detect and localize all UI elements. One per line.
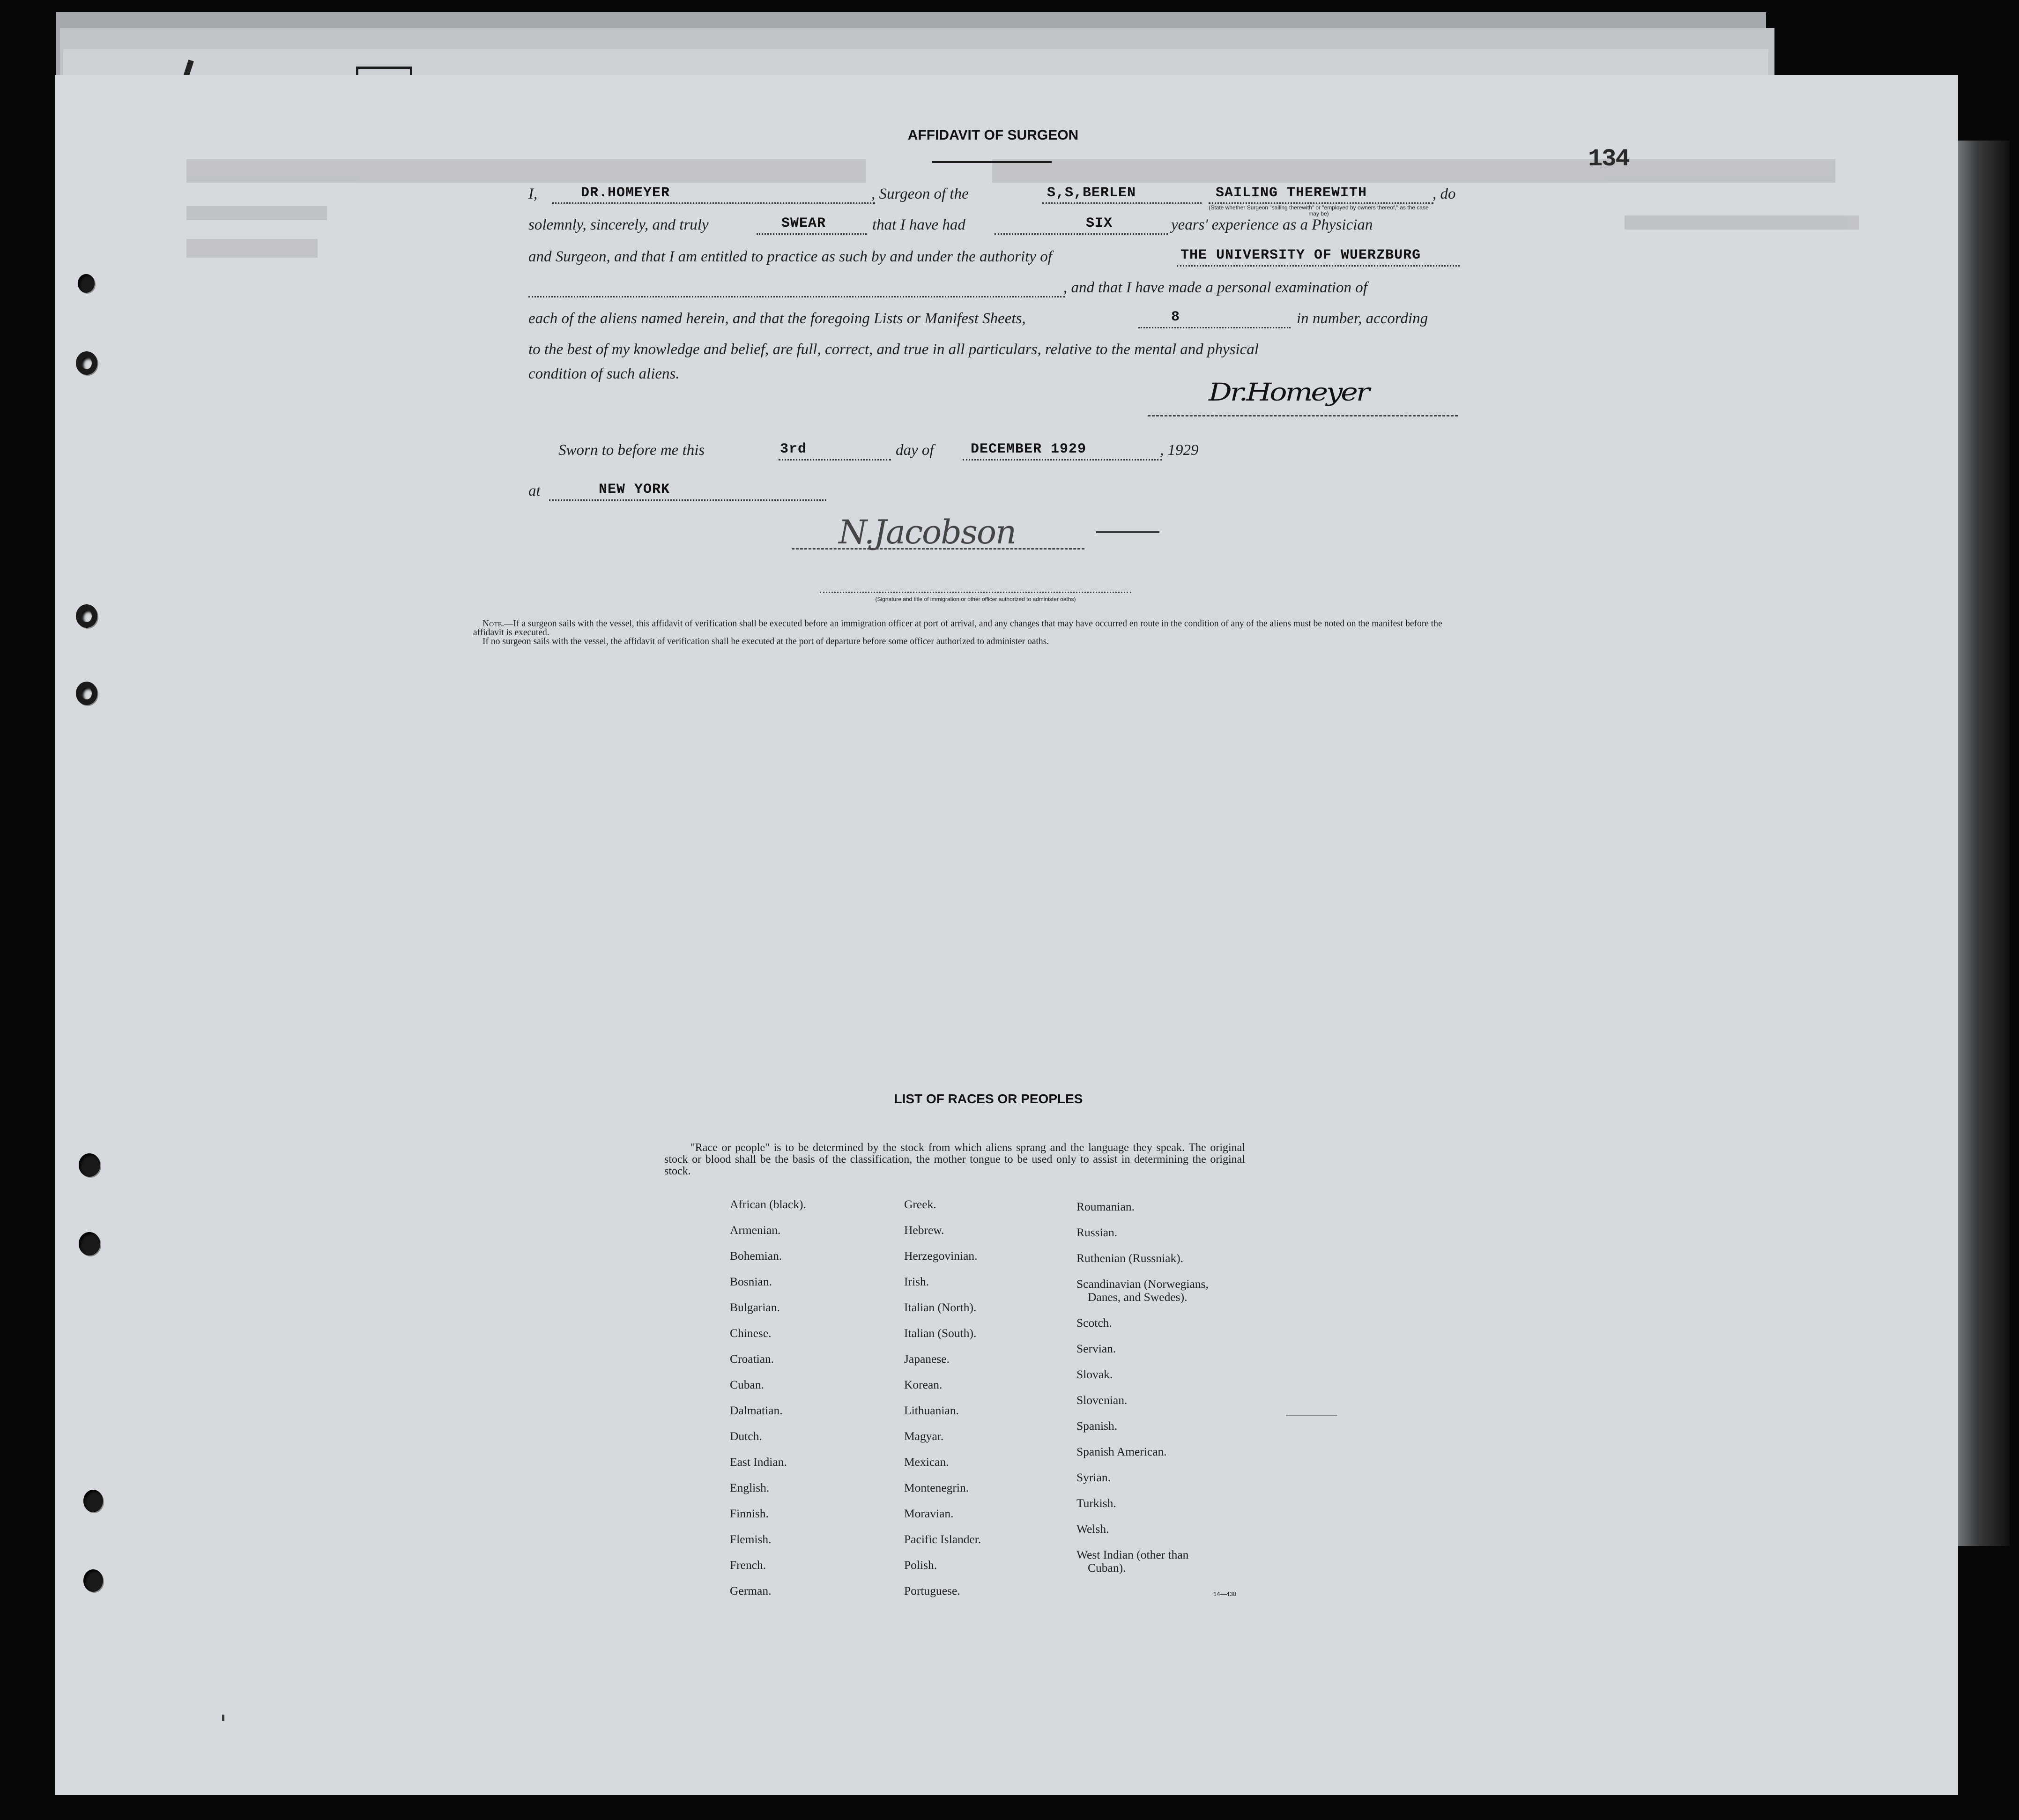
signature-line xyxy=(792,548,1084,550)
signature-line xyxy=(820,592,1131,593)
bleed-through xyxy=(126,145,1929,426)
race-item: Moravian. xyxy=(904,1507,954,1520)
binder-hole xyxy=(76,682,97,705)
sworn-prefix: Sworn to before me this xyxy=(558,442,705,459)
affidavit-line6: to the best of my knowledge and belief, are full, correct, and true in all particulars, relative to the mental and physical xyxy=(528,341,1259,358)
fill-line xyxy=(757,233,867,235)
affidavit-line4: , and that I have made a personal examination of xyxy=(1063,279,1367,296)
binder-hole xyxy=(76,604,97,628)
stray-mark xyxy=(222,1715,224,1721)
race-item: Flemish. xyxy=(730,1532,772,1546)
race-item: Cuban. xyxy=(730,1378,764,1391)
race-item: Greek. xyxy=(904,1197,936,1211)
race-item: Danes, and Swedes). xyxy=(1088,1290,1188,1304)
page-number: 134 xyxy=(1588,145,1629,173)
race-item: Bulgarian. xyxy=(730,1300,780,1314)
race-item: Finnish. xyxy=(730,1507,769,1520)
race-item: Croatian. xyxy=(730,1352,774,1366)
race-item: Chinese. xyxy=(730,1326,772,1340)
race-item: Scandinavian (Norwegians, xyxy=(1076,1277,1209,1291)
race-item: German. xyxy=(730,1584,772,1597)
fill-line xyxy=(1138,327,1291,328)
race-item: Italian (North). xyxy=(904,1300,977,1314)
race-item: Bosnian. xyxy=(730,1275,772,1288)
race-item: Welsh. xyxy=(1076,1522,1109,1536)
fill-line xyxy=(1042,202,1202,204)
officer-signature xyxy=(839,513,1016,551)
signature-flourish xyxy=(1096,531,1159,533)
binder-hole xyxy=(79,1153,100,1177)
form-code: 14—430 xyxy=(1213,1590,1237,1597)
race-item: Montenegrin. xyxy=(904,1481,969,1494)
race-item: Portuguese. xyxy=(904,1584,960,1597)
document-page xyxy=(55,75,1958,1795)
race-item: Armenian. xyxy=(730,1223,781,1237)
race-item: African (black). xyxy=(730,1197,806,1211)
race-item: English. xyxy=(730,1481,770,1494)
race-item: West Indian (other than xyxy=(1076,1548,1189,1561)
sworn-place: NEW YORK xyxy=(599,482,670,498)
affidavit-note xyxy=(473,619,1462,646)
officer-signature-text: N.Jacobson xyxy=(839,513,1016,551)
race-item: Korean. xyxy=(904,1378,943,1391)
races-intro: "Race or people" is to be determined by the stock from which aliens sprang and the language they speak. The original stock or blood shall be the basis of the classification, the mother tongue to be used only to assist in determining the original stock. xyxy=(664,1142,1245,1177)
affidavit-line2-mid: that I have had xyxy=(872,216,965,233)
fill-line xyxy=(1177,265,1460,267)
officer-caption: (Signature and title of immigration or other officer authorized to administer oaths) xyxy=(875,596,1076,602)
race-item: Hebrew. xyxy=(904,1223,944,1237)
sworn-mid: day of xyxy=(896,442,934,459)
race-item: French. xyxy=(730,1558,766,1572)
race-item: Mexican. xyxy=(904,1455,949,1469)
race-item: Bohemian. xyxy=(730,1249,782,1263)
fill-line xyxy=(963,459,1162,461)
affidavit-line2-prefix: solemnly, sincerely, and truly xyxy=(528,216,709,233)
race-item: East Indian. xyxy=(730,1455,787,1469)
manifest-sheet-count: 8 xyxy=(1171,309,1180,325)
race-item: Spanish. xyxy=(1076,1419,1118,1433)
surgeon-status: SAILING THEREWITH xyxy=(1216,185,1367,201)
sworn-day: 3rd xyxy=(780,441,807,457)
note-label: Note. xyxy=(482,619,505,629)
fill-line xyxy=(552,202,875,204)
status-hint: (State whether Surgeon "sailing therewith" or "employed by owners thereof," as the case may be) xyxy=(1209,204,1429,217)
race-item: Roumanian. xyxy=(1076,1200,1135,1213)
signature-line xyxy=(1148,415,1458,416)
binder-hole xyxy=(76,351,97,375)
licensing-authority: THE UNIVERSITY OF WUERZBURG xyxy=(1180,247,1421,263)
race-item: Magyar. xyxy=(904,1429,944,1443)
affidavit-line2-suffix: years' experience as a Physician xyxy=(1171,216,1373,233)
oath-word: SWEAR xyxy=(781,215,826,231)
affidavit-line5-prefix: each of the aliens named herein, and that the foregoing Lists or Manifest Sheets, xyxy=(528,310,1026,327)
race-item: Ruthenian (Russniak). xyxy=(1076,1251,1184,1265)
stray-mark xyxy=(1286,1415,1337,1416)
fill-line xyxy=(528,296,1065,297)
binder-hole xyxy=(83,1569,103,1592)
race-item: Dalmatian. xyxy=(730,1404,783,1417)
race-item: Slovenian. xyxy=(1076,1393,1128,1407)
race-item: Scotch. xyxy=(1076,1316,1112,1330)
affidavit-title: AFFIDAVIT OF SURGEON xyxy=(907,127,1079,143)
race-item: Slovak. xyxy=(1076,1367,1113,1381)
fill-line xyxy=(995,233,1168,235)
race-item: Russian. xyxy=(1076,1226,1118,1239)
sworn-year-suffix: , 1929 xyxy=(1160,442,1199,459)
race-item: Servian. xyxy=(1076,1342,1116,1355)
race-item: Lithuanian. xyxy=(904,1404,959,1417)
binder-hole xyxy=(79,1232,100,1255)
affidavit-line1-suffix: , do xyxy=(1433,186,1456,202)
fill-line xyxy=(1209,202,1433,204)
binder-hole xyxy=(83,1490,103,1512)
note-line2: If no surgeon sails with the vessel, the affidavit of verification shall be executed at the port of departure before some officer authorized to administer oaths. xyxy=(482,637,1049,646)
note-line1: —If a surgeon sails with the vessel, this affidavit of verification shall be executed before an immigration officer at port of arrival, and any changes that may have occurred en route in the condition of any of the aliens must be noted on the manifest before the affidavit is executed. xyxy=(473,619,1442,638)
races-title: LIST OF RACES OR PEOPLES xyxy=(894,1092,1083,1106)
race-item: Cuban). xyxy=(1088,1561,1126,1575)
surgeon-signature-text: Dr.Homeyer xyxy=(1209,377,1368,407)
race-item: Polish. xyxy=(904,1558,937,1572)
surgeon-name: DR.HOMEYER xyxy=(581,185,670,201)
race-item: Irish. xyxy=(904,1275,929,1288)
race-item: Pacific Islander. xyxy=(904,1532,981,1546)
race-item: Syrian. xyxy=(1076,1471,1111,1484)
race-item: Japanese. xyxy=(904,1352,950,1366)
years-experience: SIX xyxy=(1086,215,1113,231)
affidavit-line7: condition of such aliens. xyxy=(528,365,680,382)
race-item: Dutch. xyxy=(730,1429,762,1443)
vessel-name: S,S,BERLEN xyxy=(1047,185,1136,201)
affidavit-line1-prefix: I, xyxy=(528,186,538,202)
fill-line xyxy=(549,499,826,501)
race-item: Spanish American. xyxy=(1076,1445,1167,1458)
at-prefix: at xyxy=(528,483,541,499)
binder-hole xyxy=(78,274,95,293)
affidavit-line1-mid: , Surgeon of the xyxy=(871,186,969,202)
affidavit-line3: and Surgeon, and that I am entitled to practice as such by and under the authority of xyxy=(528,248,1052,265)
race-item: Italian (South). xyxy=(904,1326,977,1340)
affidavit-line5-suffix: in number, according xyxy=(1297,310,1428,327)
race-item: Turkish. xyxy=(1076,1496,1116,1510)
fill-line xyxy=(779,459,891,461)
surgeon-signature xyxy=(1209,377,1368,406)
title-underline xyxy=(932,161,1052,163)
sworn-month: DECEMBER 1929 xyxy=(971,441,1087,457)
race-item: Herzegovinian. xyxy=(904,1249,978,1263)
